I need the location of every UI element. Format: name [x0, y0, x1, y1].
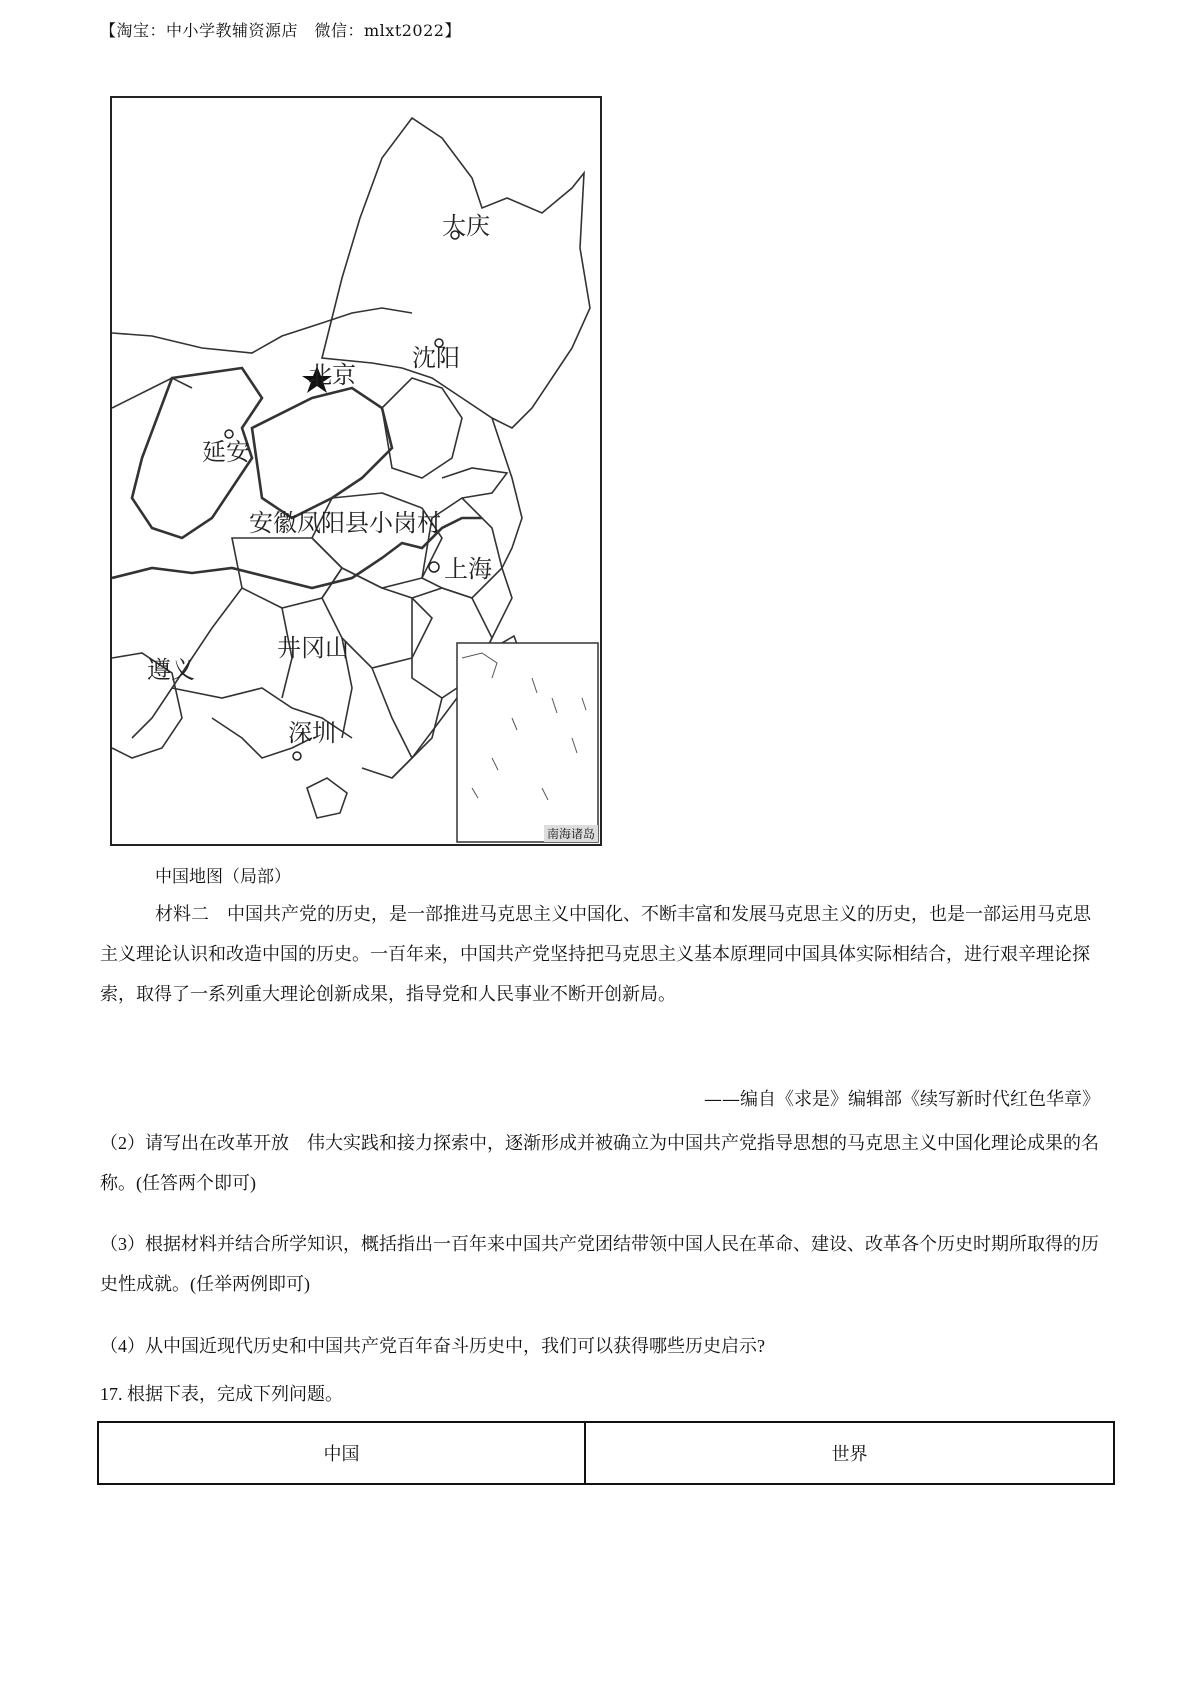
map-label-shenzhen: 深圳: [288, 719, 336, 747]
material-2-text: 材料二 中国共产党的历史，是一部推进马克思主义中国化、不断丰富和发展马克思主义的历史，也是一部运用马克思主义理论认识和改造中国的历史。一百年来，中国共产党坚持把马克思主义基本原理同中国具体实际相结合，进行艰辛理论探索，取得了一系列重大理论创新成果，指导党和人民事业不断开创新局。: [100, 904, 1091, 1005]
map-label-daqing: 大庆: [442, 212, 490, 240]
map-outline: [112, 98, 600, 844]
map-label-zunyi: 遵义: [147, 656, 195, 684]
question-4: （4）从中国近现代历史和中国共产党百年奋斗历史中，我们可以获得哪些历史启示?: [100, 1336, 765, 1356]
map-label-shenyang: 沈阳: [412, 344, 460, 372]
table-header-china: 中国: [99, 1423, 586, 1483]
map-label-yanan: 延安: [202, 438, 250, 466]
material-2-source: ——编自《求是》编辑部《续写新时代红色华章》: [704, 1089, 1100, 1110]
map-label-jinggangshan: 井冈山: [277, 634, 349, 662]
map-label-xiaogang: 安徽凤阳县小岗村: [249, 509, 441, 537]
page-header: 【淘宝：中小学教辅资源店 微信：mlxt2022】: [100, 21, 461, 40]
map-caption: 中国地图（局部）: [155, 867, 291, 887]
question-17: 17. 根据下表，完成下列问题。: [100, 1384, 343, 1404]
table-header-world: 世界: [831, 1444, 868, 1465]
question-3: （3）根据材料并结合所学知识，概括指出一百年来中国共产党团结带领中国人民在革命、建设、改革各个历史时期所取得的历史性成就。(任举两例即可): [100, 1234, 1099, 1294]
china-map: [110, 96, 602, 846]
map-label-shanghai: 上海: [444, 555, 492, 583]
question-2: （2）请写出在改革开放 伟大实践和接力探索中，逐渐形成并被确立为中国共产党指导思想的马克思主义中国化理论成果的名称。(任答两个即可): [100, 1133, 1099, 1193]
comparison-table: [97, 1421, 1115, 1485]
map-label-beijing: 北京: [308, 361, 356, 389]
map-inset-label: 南海诸岛: [544, 825, 598, 842]
